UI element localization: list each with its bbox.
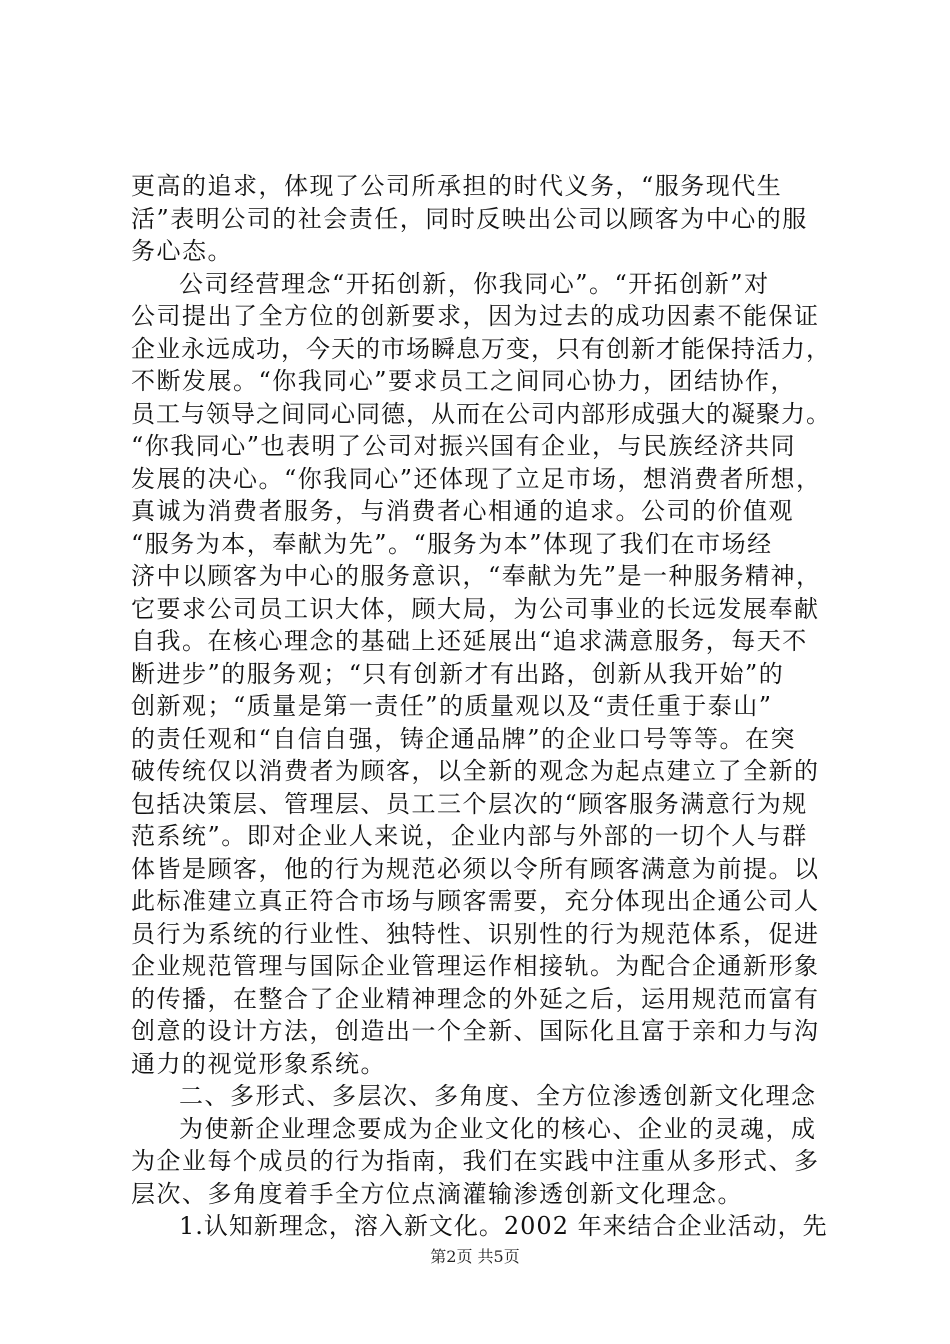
- text-line: 员工与领导之间同心同德，从而在公司内部形成强大的凝聚力。: [131, 399, 831, 428]
- text-line: 的传播，在整合了企业精神理念的外延之后，运用规范而富有: [131, 984, 820, 1013]
- text-line: 为企业每个成员的行为指南，我们在实践中注重从多形式、多: [131, 1147, 820, 1175]
- text-line: 公司提出了全方位的创新要求，因为过去的成功因素不能保证: [131, 302, 820, 330]
- text-line: 它要求公司员工识大体，顾大局，为公司事业的长远发展奉献: [131, 594, 820, 623]
- section-heading: 二、多形式、多层次、多角度、全方位渗透创新文化理念: [179, 1082, 817, 1110]
- text-line: 体皆是顾客，他的行为规范必须以令所有顾客满意为前提。以: [131, 854, 820, 883]
- text-line: 自我。在核心理念的基础上还延展出“追求满意服务，每天不: [131, 627, 808, 655]
- text-line: 活”表明公司的社会责任，同时反映出公司以顾客为中心的服: [131, 204, 808, 233]
- text-line: 层次、多角度着手全方位点滴灌输渗透创新文化理念。: [131, 1179, 743, 1208]
- page-number: 第2页 共5页: [430, 1247, 520, 1266]
- text-line: 包括决策层、管理层、员工三个层次的“顾客服务满意行为规: [131, 789, 808, 818]
- text-line: 范系统”。即对企业人来说，企业内部与外部的一切个人与群: [131, 822, 808, 850]
- text-line: 破传统仅以消费者为顾客，以全新的观念为起点建立了全新的: [131, 757, 820, 785]
- text-line: 的责任观和“自信自强，铸企通品牌”的企业口号等等。在突: [131, 724, 797, 753]
- text-line: 发展的决心。“你我同心”还体现了立足市场，想消费者所想，: [131, 464, 822, 493]
- text-line: 通力的视觉形象系统。: [131, 1049, 386, 1078]
- text-line: 员行为系统的行业性、独特性、识别性的行为规范体系，促进: [131, 919, 820, 948]
- text-line: 企业规范管理与国际企业管理运作相接轨。为配合企通新形象: [131, 952, 820, 980]
- text-line: 1.认知新理念，溶入新文化。2002 年来结合企业活动，先: [179, 1212, 828, 1240]
- text-line: “你我同心”也表明了公司对振兴国有企业，与民族经济共同: [131, 432, 797, 460]
- text-line: 创意的设计方法，创造出一个全新、国际化且富于亲和力与沟: [131, 1017, 820, 1045]
- text-line: 更高的追求，体现了公司所承担的时代义务，“服务现代生: [131, 172, 783, 200]
- text-line: “服务为本，奉献为先”。“服务为本”体现了我们在市场经: [131, 529, 773, 558]
- text-line: 断进步”的服务观；“只有创新才有出路，创新从我开始”的: [131, 659, 785, 688]
- text-line: 务心态。: [131, 237, 233, 265]
- text-line: 济中以顾客为中心的服务意识，“奉献为先”是一种服务精神，: [131, 562, 822, 590]
- text-line: 此标准建立真正符合市场与顾客需要，充分体现出企通公司人: [131, 887, 820, 915]
- text-line: 为使新企业理念要成为企业文化的核心、企业的灵魂，成: [179, 1114, 817, 1143]
- text-line: 不断发展。“你我同心”要求员工之间同心协力，团结协作，: [131, 367, 797, 395]
- text-line: 创新观；“质量是第一责任”的质量观以及“责任重于泰山”: [131, 692, 773, 720]
- body-text: [131, 170, 831, 1243]
- text-line: 真诚为消费者服务，与消费者心相通的追求。公司的价值观: [131, 497, 794, 525]
- text-line: 公司经营理念“开拓创新，你我同心”。“开拓创新”对: [179, 269, 770, 298]
- text-line: 企业永远成功，今天的市场瞬息万变，只有创新才能保持活力，: [131, 334, 831, 363]
